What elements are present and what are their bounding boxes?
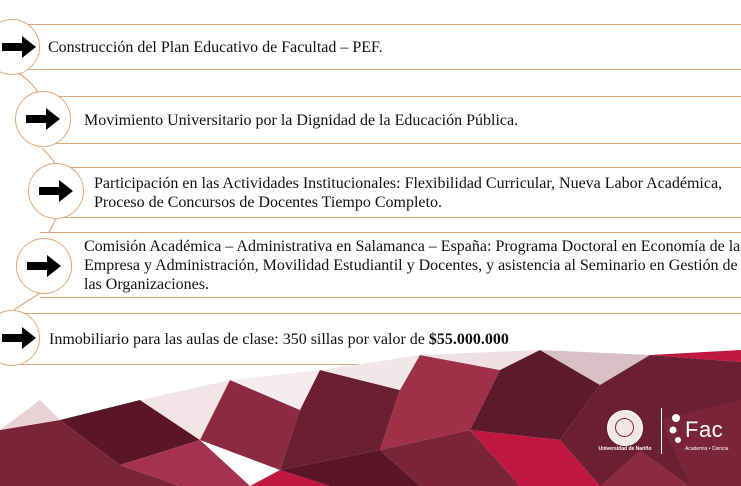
item-text: Comisión Académica – Administrativa en Salamanca – España: Programa Doctoral en Economía de la Empresa y Administración, Movilidad Estudiantil y Docentes, y asistencia al Seminario en Gestión de las Organizaciones. [84,237,741,293]
item-bubble [15,91,71,147]
amount-value: $55.000.000 [428,330,509,348]
item-text [49,330,509,349]
arrow-right-icon [39,180,73,202]
arrow-right-icon [27,255,61,277]
item-bubble [28,163,84,219]
item-text: Movimiento Universitario por la Dignidad de la Educación Pública. [84,111,519,129]
arrow-right-icon [2,327,36,349]
item-bubble [16,238,72,294]
footer-logos [597,402,741,462]
item-bar [14,24,741,70]
arrow-right-icon [2,36,36,58]
arrow-right-icon [26,108,60,130]
item-text: Construcción del Plan Educativo de Facultad – PEF. [48,38,383,56]
item-text-plain: Inmobiliario para las aulas de clase: 350 sillas por valor de [49,330,429,348]
item-bar [40,232,741,298]
item-bar [54,167,741,218]
item-text: Participación en las Actividades Institucionales: Flexibilidad Curricular, Nueva Labor Académica, Proceso de Concursos de Docentes Tiempo Completo. [94,174,723,211]
faculty-dots-logo-icon [669,412,683,448]
university-seal-logo [607,410,643,446]
university-name: Universidad de Nariño [598,446,652,452]
logo-divider [661,408,662,454]
faculty-tagline: Academia • Ciencia [685,446,729,452]
item-bar [40,96,741,144]
faculty-brand: Fac [685,417,724,442]
